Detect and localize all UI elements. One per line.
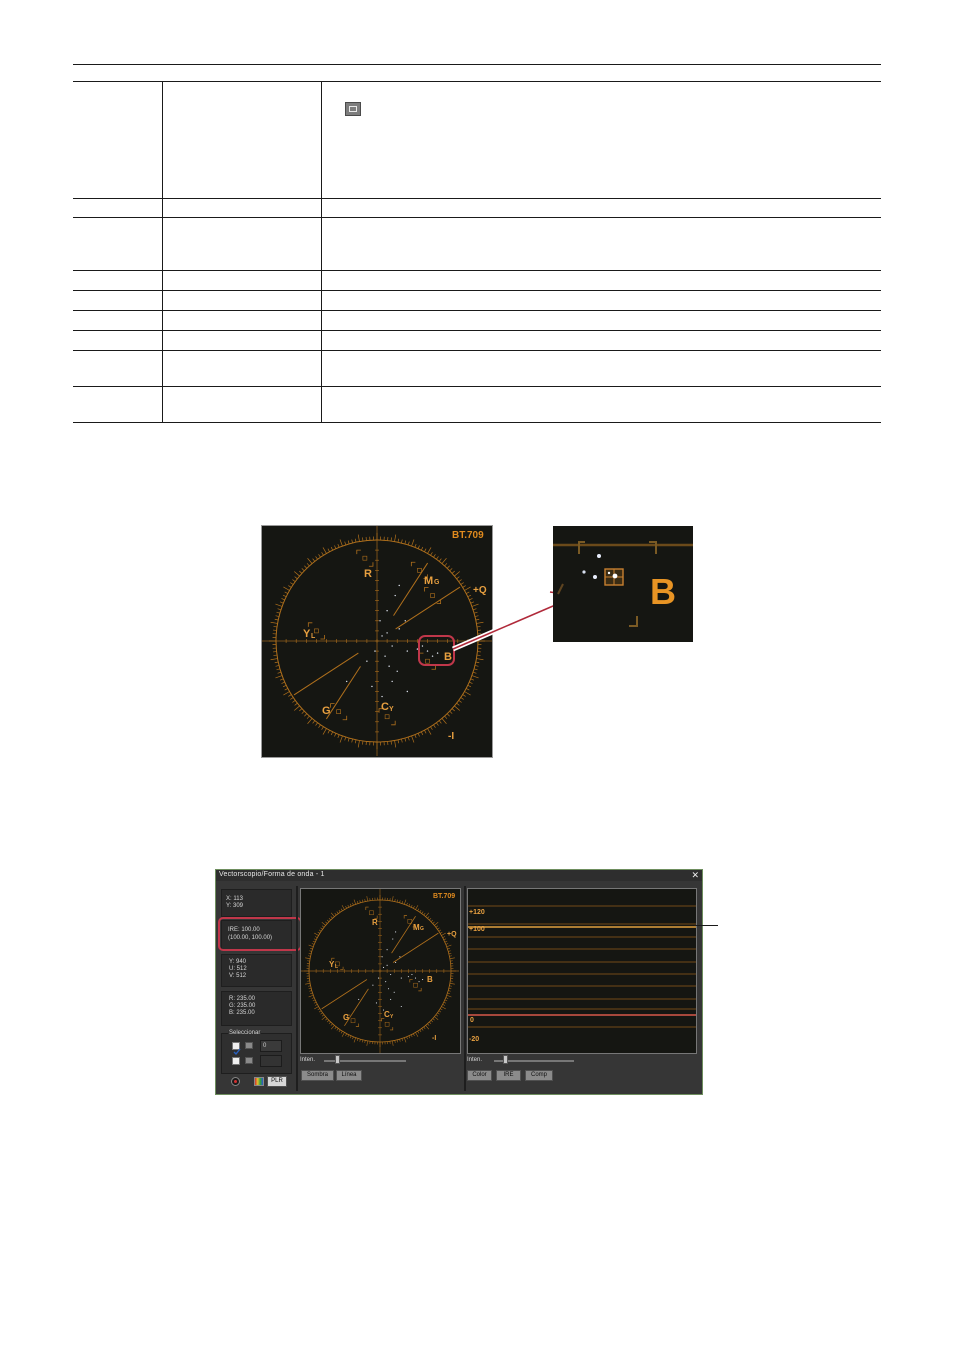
ire-value: IRE: 100.00 <box>228 927 260 933</box>
vectorscope-waveform-window <box>215 869 703 1095</box>
table-row-rule <box>73 386 881 387</box>
window-mode-icon <box>345 102 361 116</box>
frame-icon <box>245 1057 253 1064</box>
r-value: R: 235.00 <box>229 996 256 1002</box>
select-label: Seleccionar <box>229 1030 261 1036</box>
label-b: B <box>444 651 452 663</box>
label-g: G <box>322 705 331 717</box>
sombra-button[interactable]: Sombra <box>301 1070 334 1081</box>
mini-label-i-neg: -I <box>432 1035 437 1042</box>
table-col-divider <box>162 81 163 423</box>
record-icon[interactable] <box>231 1077 240 1086</box>
label-mg: M <box>424 575 434 587</box>
mini-label-yl-sub: L <box>335 964 339 970</box>
select-checkbox-1[interactable] <box>232 1042 240 1050</box>
mini-label-mg: M <box>413 923 420 932</box>
color-mode-icon[interactable] <box>254 1077 264 1086</box>
label-cy-sub: Y <box>389 706 394 713</box>
plr-button[interactable]: PLR <box>267 1076 287 1087</box>
color-button[interactable]: Color <box>467 1070 492 1081</box>
table-col-divider <box>321 81 322 423</box>
mini-label-yl: Y <box>329 960 335 969</box>
check-icon <box>233 1048 241 1056</box>
rgb-panel <box>221 991 292 1026</box>
standard-label: BT.709 <box>452 530 484 541</box>
window-title: Vectorscopio/Forma de onda - 1 <box>219 871 325 878</box>
vector-intensity-label: Inten. <box>300 1057 316 1063</box>
vector-intensity-thumb[interactable] <box>335 1055 340 1064</box>
table-top-rule <box>73 64 881 65</box>
y-value: Y: 940 <box>229 959 247 965</box>
v-value: V: 512 <box>229 973 247 979</box>
label-mg-sub: G <box>434 579 440 586</box>
table-row-rule <box>73 198 881 199</box>
close-icon[interactable]: ✕ <box>691 870 699 880</box>
label-yl: Y <box>303 628 311 640</box>
wave-intensity-thumb[interactable] <box>503 1055 508 1064</box>
waveform-graph <box>468 889 696 1053</box>
scale-minus20: -20 <box>469 1036 480 1043</box>
table-row-rule <box>73 270 881 271</box>
zoom-label-b: B <box>650 571 676 612</box>
linea-button[interactable]: Línea <box>336 1070 362 1081</box>
mini-label-g: G <box>343 1013 350 1022</box>
parameter-table <box>73 64 881 424</box>
label-cy: C <box>381 701 389 713</box>
table-row-rule <box>73 217 881 218</box>
mini-vectorscope <box>300 888 461 1054</box>
frame-icon <box>245 1042 253 1049</box>
select-value-field[interactable]: 0 <box>260 1040 282 1052</box>
ire-highlight <box>218 917 302 951</box>
label-r: R <box>364 568 372 580</box>
table-row-rule <box>73 350 881 351</box>
ire-button[interactable]: IRE <box>496 1070 521 1081</box>
mini-label-b: B <box>427 975 433 984</box>
select-value-field-2[interactable] <box>260 1055 282 1067</box>
waveform-display <box>467 888 697 1054</box>
ire-pair: (100.00, 100.00) <box>228 935 273 941</box>
table-header-rule <box>73 81 881 82</box>
select-checkbox-2[interactable] <box>232 1057 240 1065</box>
coords-panel <box>221 889 292 917</box>
table-row-rule <box>73 290 881 291</box>
mini-label-cy-sub: Y <box>390 1014 394 1020</box>
y-coord: Y: 309 <box>226 903 244 909</box>
u-value: U: 512 <box>229 966 247 972</box>
scale-120: +120 <box>469 909 485 916</box>
g-value: G: 235.00 <box>229 1003 256 1009</box>
callout-line <box>694 925 718 926</box>
mini-label-q-pos: +Q <box>447 931 457 938</box>
mini-standard-label: BT.709 <box>433 893 456 900</box>
mini-vectorscope-graticule <box>301 889 459 1053</box>
mini-label-r: R <box>372 918 378 927</box>
scale-0: 0 <box>470 1017 474 1024</box>
wave-intensity-label: Inten. <box>467 1057 483 1063</box>
title-bar[interactable] <box>216 870 702 881</box>
b-value: B: 235.00 <box>229 1010 255 1016</box>
table-row-rule <box>73 310 881 311</box>
zoom-graph <box>553 526 693 642</box>
comp-button[interactable]: Comp <box>525 1070 553 1081</box>
yuv-panel <box>221 954 292 987</box>
mini-label-mg-sub: G <box>420 926 424 932</box>
scale-100: +100 <box>469 926 485 933</box>
table-row-rule <box>73 330 881 331</box>
label-i-neg: -I <box>448 731 455 742</box>
zoom-view <box>553 526 693 642</box>
panel-divider <box>296 886 298 1091</box>
mini-label-cy: C <box>384 1010 390 1019</box>
label-yl-sub: L <box>311 633 316 640</box>
select-group <box>221 1030 292 1074</box>
waveform-graticule <box>468 906 696 1027</box>
label-q-pos: +Q <box>473 585 487 596</box>
x-coord: X: 113 <box>226 896 243 902</box>
panel-divider <box>464 886 466 1091</box>
table-bottom-rule <box>73 422 881 423</box>
mini-vectorscope-graph <box>301 889 460 1053</box>
